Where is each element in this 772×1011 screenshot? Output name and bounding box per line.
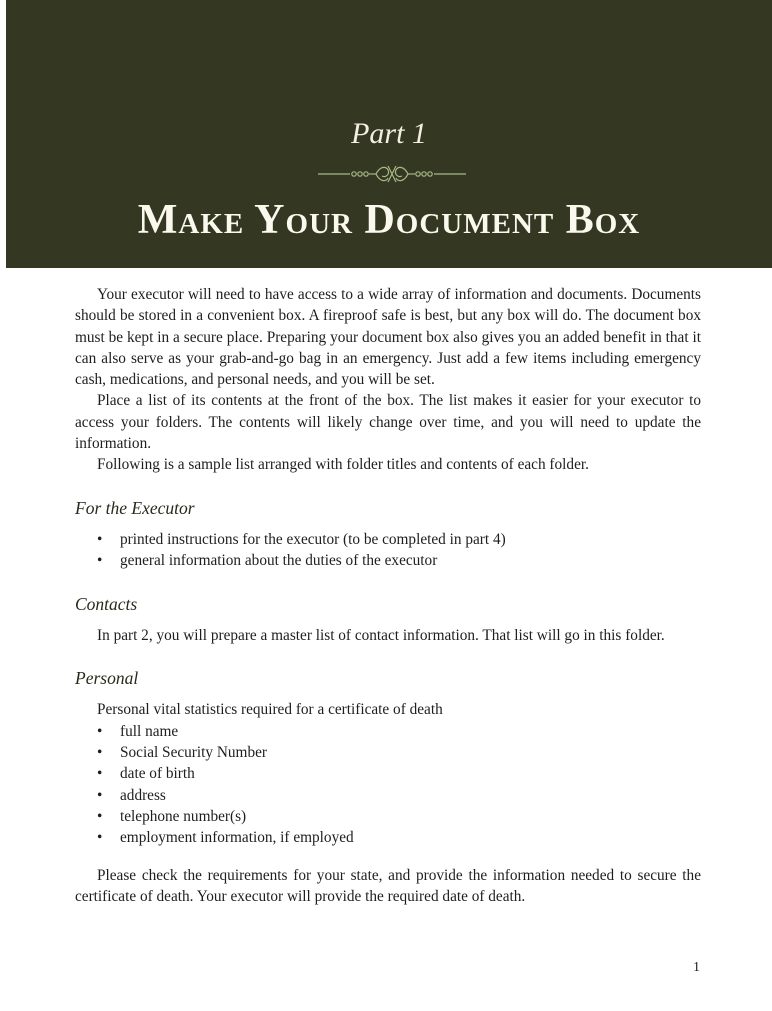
intro-paragraph: Following is a sample list arranged with folder titles and contents of each folder. — [97, 456, 589, 474]
personal-list — [75, 721, 701, 849]
bullet-icon: • — [97, 765, 103, 783]
intro-paragraph: Place a list of its contents at the front of the box. The list makes it easier for your executor to access your folders. The contents will likely change over time, and you will need to update the information. — [75, 392, 701, 453]
personal-lead: Personal vital statistics required for a certificate of death — [97, 701, 443, 719]
executor-list — [75, 529, 701, 572]
section-heading-personal: Personal — [75, 668, 139, 689]
page-title: Make Your Document Box — [137, 197, 641, 243]
bullet-icon: • — [97, 829, 103, 847]
list-item-text: printed instructions for the executor (to be completed in part 4) — [120, 530, 506, 548]
intro-paragraph: Your executor will need to have access to a wide array of information and documents. Documents should be stored in a convenient box. A fireproof safe is best, but any box will do. The document box must be kept in a secure place. Preparing your document box also gives you an added benefit in that it can also serve as your grab-and-go bag in an emergency. Just add a few items including emergency cash, medications, and personal needs, and you will be set. — [75, 286, 701, 389]
page-number: 1 — [693, 960, 700, 975]
list-item-text: telephone number(s) — [120, 807, 247, 825]
chapter-banner — [6, 0, 772, 268]
part-label: Part 1 — [351, 117, 427, 150]
bullet-icon: • — [97, 552, 103, 570]
bullet-icon: • — [97, 530, 103, 548]
list-item-text: full name — [120, 722, 179, 740]
list-item — [75, 529, 701, 550]
personal-closing-paragraph: Please check the requirements for your state, and provide the information needed to secure the certificate of death. Your executor will provide the required date of death. — [75, 866, 701, 905]
list-item — [75, 763, 701, 784]
list-item-text: employment information, if employed — [120, 829, 354, 847]
bullet-icon: • — [97, 786, 103, 804]
body-content — [75, 284, 701, 907]
bullet-icon: • — [97, 744, 103, 762]
contacts-paragraph: In part 2, you will prepare a master list of contact information. That list will go in this folder. — [97, 626, 665, 644]
list-item — [75, 827, 701, 848]
list-item-text: date of birth — [120, 765, 195, 783]
list-item — [75, 721, 701, 742]
bullet-icon: • — [97, 722, 103, 740]
list-item — [75, 742, 701, 763]
list-item-text: Social Security Number — [120, 744, 267, 762]
section-heading-executor: For the Executor — [75, 497, 195, 518]
flourish-divider-icon — [312, 160, 472, 188]
list-item — [75, 806, 701, 827]
section-heading-contacts: Contacts — [75, 593, 138, 614]
list-item-text: address — [120, 786, 166, 804]
list-item — [75, 785, 701, 806]
list-item-text: general information about the duties of the executor — [120, 552, 438, 570]
bullet-icon: • — [97, 807, 103, 825]
list-item — [75, 550, 701, 571]
